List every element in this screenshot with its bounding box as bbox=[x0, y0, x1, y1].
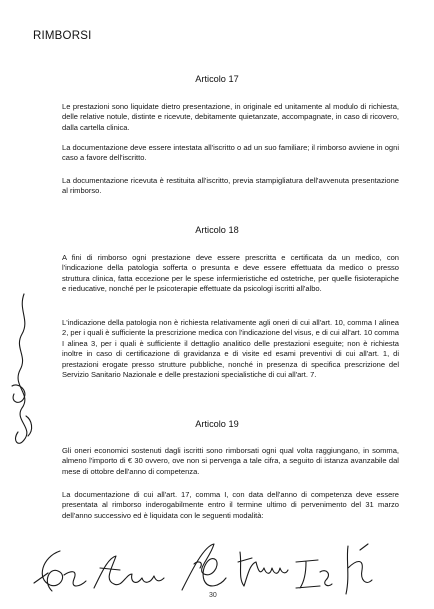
article-19-paragraph-2: La documentazione di cui all'art. 17, comma I, con data dell'anno di competenza deve essere presentata al rimborso inderogabilmente entro il termine ultimo di pervenimento del 31 marzo dell'anno successivo ed è liquidata con le seguenti modalità: bbox=[62, 490, 399, 520]
article-19-paragraph-1: Gli oneri economici sostenuti dagli iscritti sono rimborsati ogni qual volta raggiungano, in somma, almeno l'importo di € 30 ovvero, ove non si pervenga a tale cifra, a seguito di istanza avanzabile dal mese di ottobre dell'anno di competenza. bbox=[62, 446, 399, 476]
article-18-paragraph-1: A fini di rimborso ogni prestazione deve essere prescritta e certificata da un medico, con l'indicazione della patologia sofferta o presunta e deve essere effettuata da medico o presso struttura clinica, fatta eccezione per le spese infermieristiche ed ostetriche, per quelle fisioterapiche e rieducative, nonché per le psicoterapie effettuate da psicologi iscritti all'albo. bbox=[62, 253, 399, 294]
signature-2 bbox=[86, 548, 166, 596]
article-19-title: Articolo 19 bbox=[195, 419, 239, 429]
article-18-paragraph-2: L'indicazione della patologia non è richiesta relativamente agli oneri di cui all'art. 10, comma I alinea 2, per i quali è sufficiente la prescrizione medica con l'indicazione del visus, e di cui all'art. 10 comma I alinea 3, per i quali è sufficiente il dettaglio analitico delle prestazioni eseguite; non è richiesta inoltre in caso di certificazione di gravidanza e di visite ed esami preventivi di cui all'art. 1, di prestazioni erogate presso strutture pubbliche, nonché in presenza di specifica prescrizione del Servizio Sanitario Nazionale e delle prestazioni specialistiche di cui all'art. 7. bbox=[62, 318, 399, 380]
article-17-title: Articolo 17 bbox=[195, 74, 239, 84]
margin-signature bbox=[4, 290, 38, 455]
signature-6 bbox=[338, 540, 378, 598]
signature-4 bbox=[232, 544, 290, 592]
article-17-paragraph-1: Le prestazioni sono liquidate dietro presentazione, in originale ed unitamente al modulo di richiesta, delle relative notule, distinte e ricevute, debitamente quietanzate, accompagnate, in caso di ricovero, dalla cartella clinica. bbox=[62, 102, 399, 132]
page-heading: RIMBORSI bbox=[33, 30, 92, 42]
article-17-paragraph-3: La documentazione ricevuta è restituita all'iscritto, previa stampigliatura dell'avvenuta presentazione al rimborso. bbox=[62, 176, 399, 196]
signature-5 bbox=[290, 552, 336, 594]
signature-1 bbox=[30, 545, 88, 597]
signature-3 bbox=[174, 540, 230, 596]
article-18-title: Articolo 18 bbox=[195, 225, 239, 235]
article-17-paragraph-2: La documentazione deve essere intestata all'iscritto o ad un suo familiare; il rimborso avviene in ogni caso a favore dell'iscritto. bbox=[62, 143, 399, 163]
page-number: 30 bbox=[209, 592, 217, 599]
